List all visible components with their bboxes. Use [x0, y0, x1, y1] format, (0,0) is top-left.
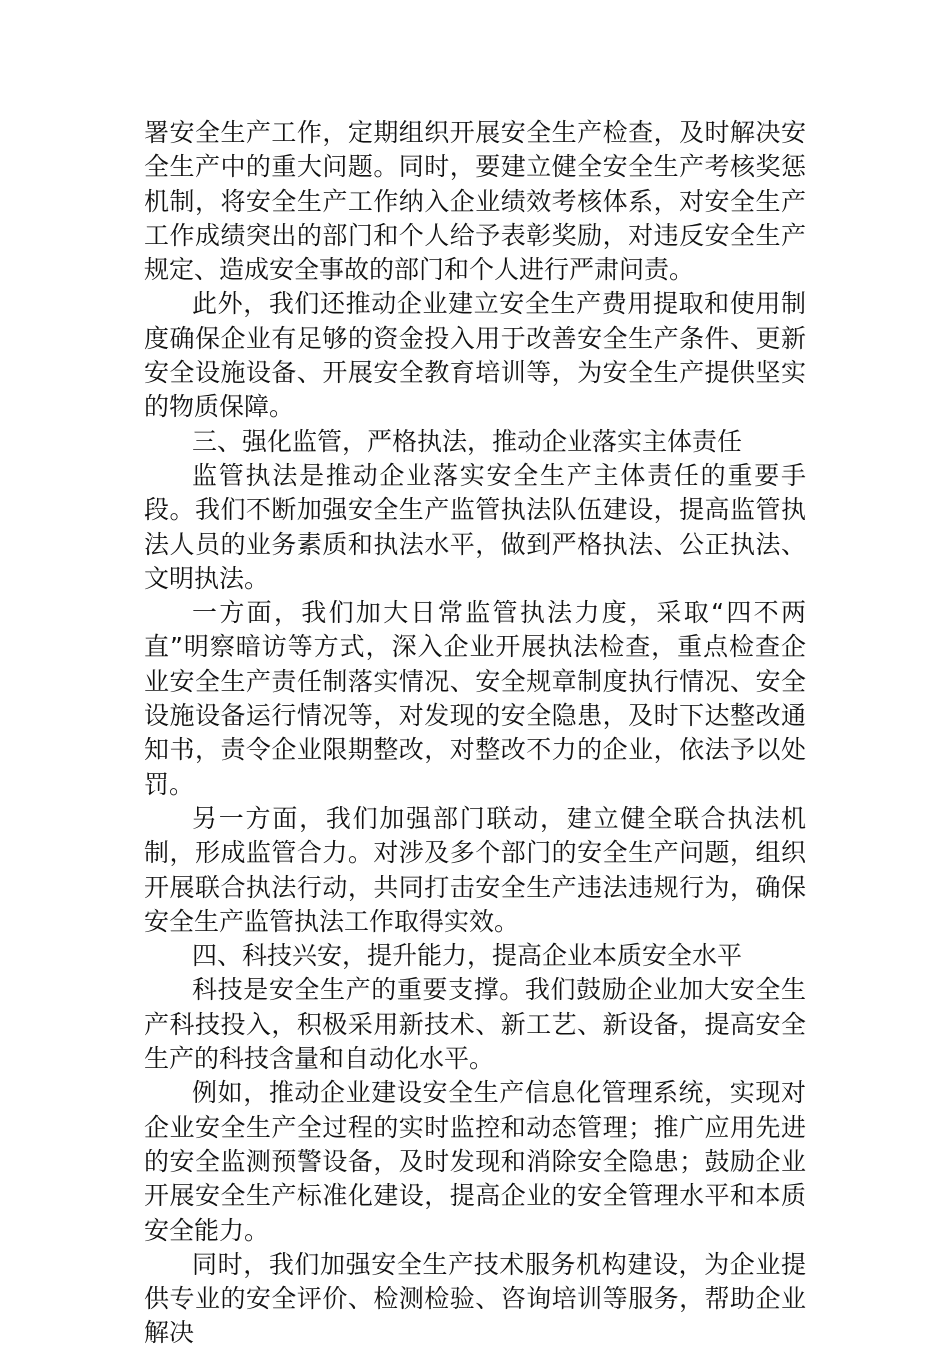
paragraph-8: 科技是安全生产的重要支撑。我们鼓励企业加大安全生产科技投入，积极采用新技术、新工艺、新设备，提高安全生产的科技含量和自动化水平。 — [144, 975, 806, 1074]
paragraph-6: 另一方面，我们加强部门联动，建立健全联合执法机制，形成监管合力。对涉及多个部门的安全生产问题，组织开展联合执法行动，共同打击安全生产违法违规行为，确保安全生产监管执法工作取得实效。 — [144, 803, 806, 936]
document-body — [144, 116, 806, 1351]
paragraph-5: 一方面，我们加大日常监管执法力度，采取“四不两直”明察暗访等方式，深入企业开展执法检查，重点检查企业安全生产责任制落实情况、安全规章制度执行情况、安全设施设备运行情况等，对发现的安全隐患，及时下达整改通知书，责令企业限期整改，对整改不力的企业，依法予以处罚。 — [144, 598, 806, 799]
paragraph-9: 例如，推动企业建设安全生产信息化管理系统，实现对企业安全生产全过程的实时监控和动态管理；推广应用先进的安全监测预警设备，及时发现和消除安全隐患；鼓励企业开展安全生产标准化建设，提高企业的安全管理水平和本质安全能力。 — [144, 1078, 806, 1245]
paragraph-1: 署安全生产工作，定期组织开展安全生产检查，及时解决安全生产中的重大问题。同时，要建立健全安全生产考核奖惩机制，将安全生产工作纳入企业绩效考核体系，对安全生产工作成绩突出的部门和个人给予表彰奖励，对违反安全生产规定、造成安全事故的部门和个人进行严肃问责。 — [144, 118, 806, 285]
section-heading-3: 三、强化监管，严格执法，推动企业落实主体责任 — [192, 426, 743, 456]
paragraph-10: 同时，我们加强安全生产技术服务机构建设，为企业提供专业的安全评价、检测检验、咨询培训等服务，帮助企业解决 — [144, 1249, 806, 1348]
paragraph-2: 此外，我们还推动企业建立安全生产费用提取和使用制度确保企业有足够的资金投入用于改善安全生产条件、更新安全设施设备、开展安全教育培训等，为安全生产提供坚实的物质保障。 — [144, 289, 806, 422]
paragraph-4: 监管执法是推动企业落实安全生产主体责任的重要手段。我们不断加强安全生产监管执法队伍建设，提高监管执法人员的业务素质和执法水平，做到严格执法、公正执法、文明执法。 — [144, 460, 806, 593]
section-heading-4: 四、科技兴安，提升能力，提高企业本质安全水平 — [192, 941, 743, 971]
